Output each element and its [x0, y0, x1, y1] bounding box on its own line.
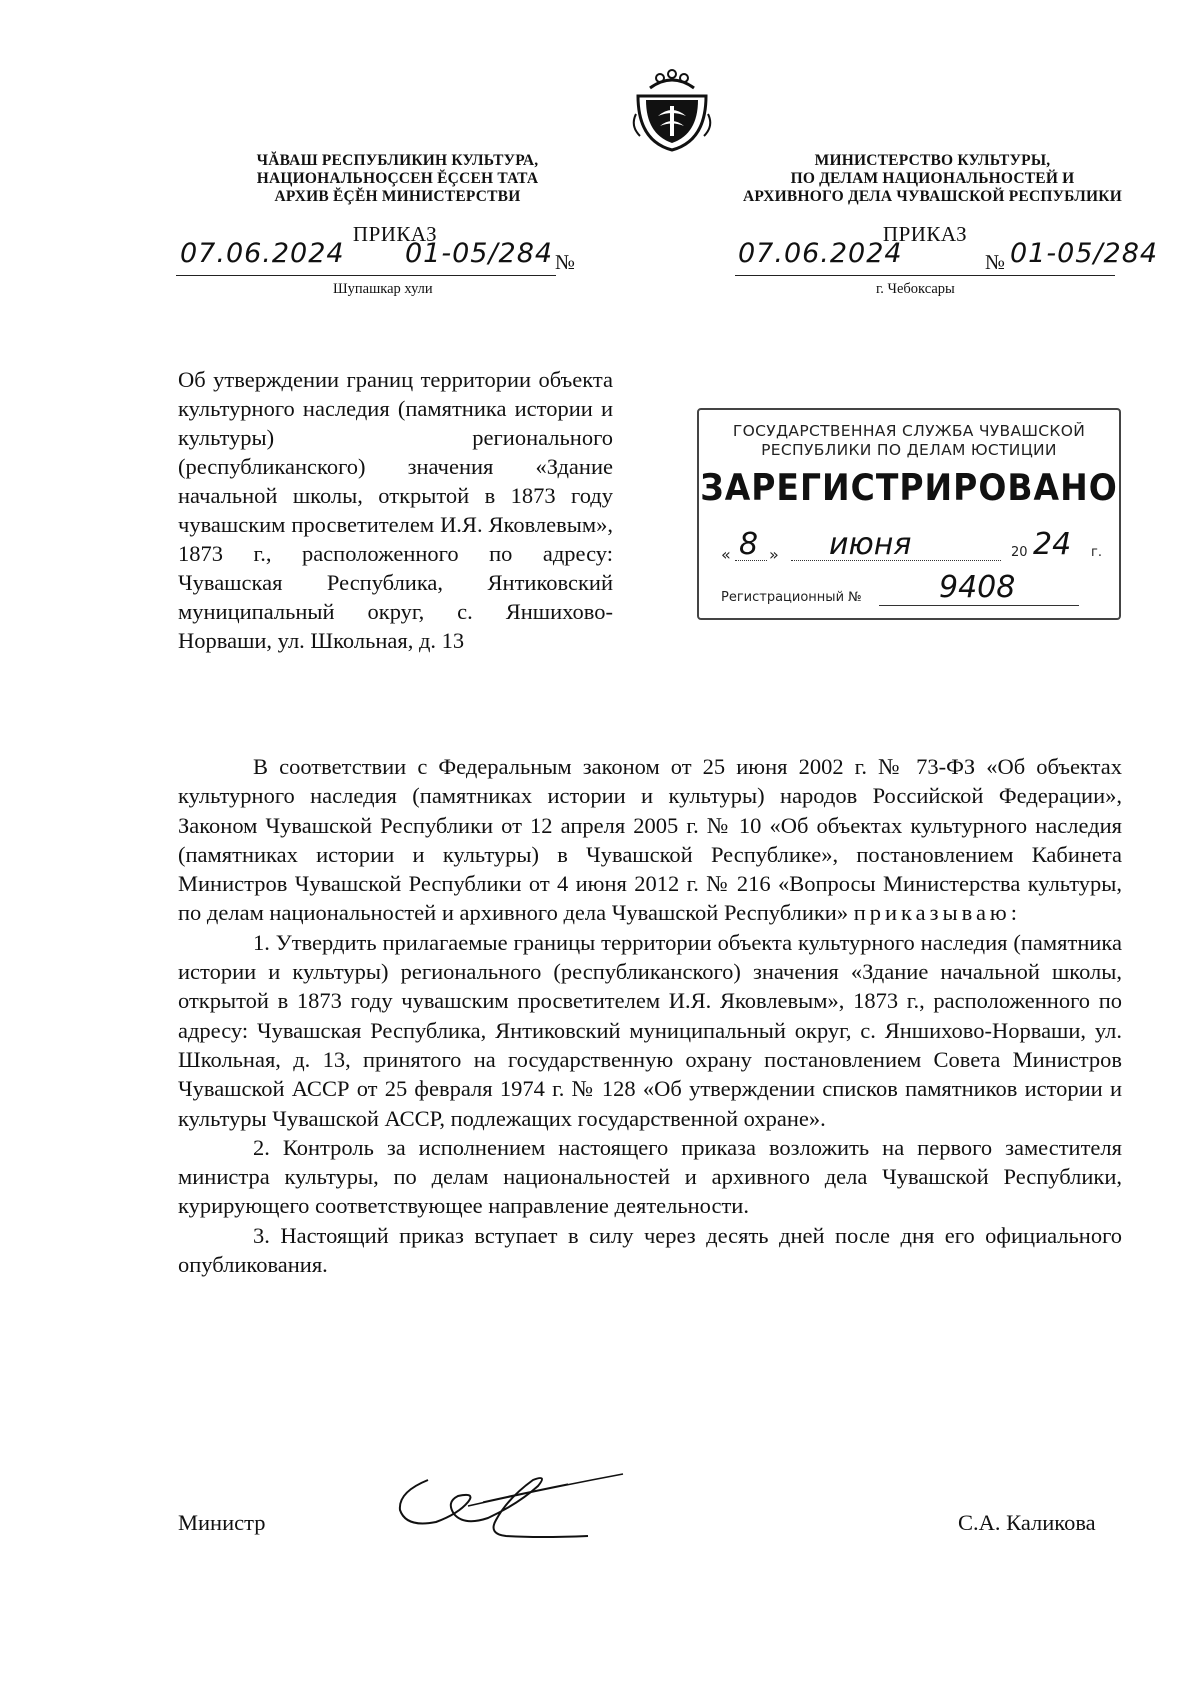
stamp-year-prefix: 20 — [1011, 545, 1028, 560]
stamp-quote-close: » — [769, 545, 779, 564]
stamp-authority — [699, 422, 1119, 460]
header-ministry-russian — [720, 152, 1145, 206]
order-place-right: г. Чебоксары — [876, 281, 955, 297]
body-p1-text: В соответствии с Федеральным законом от 25 июня 2002 г. № 73-ФЗ «Об объектах культурного наследия (памятниках истории и культуры) народов Российской Федерации», Законом Чувашской Республики от 12 апреля 2005 г. № 10 «Об объектах культурного наследия (памятниках истории и культуры) в Чувашской Республике», постановлением Кабинета Министров Чувашской Республики от 4 июня 2012 г. № 216 «Вопросы Министерства культуры, по делам национальностей и архивного дела Чувашской Республики» — [178, 754, 1122, 926]
body-p1-ordering: приказываю: — [853, 900, 1021, 926]
order-underline-left — [176, 275, 556, 276]
stamp-month-line — [791, 560, 1001, 561]
order-underline-right — [735, 275, 1115, 276]
header-right-line: МИНИСТЕРСТВО КУЛЬТУРЫ, — [814, 152, 1051, 169]
stamp-day: 8 — [739, 527, 759, 562]
order-title-right: ПРИКАЗ — [882, 222, 968, 246]
order-date-left: 07.06.2024 — [180, 238, 345, 269]
order-number-sign-right: № — [985, 250, 1006, 274]
stamp-month: июня — [829, 527, 912, 562]
stamp-line1: ГОСУДАРСТВЕННАЯ СЛУЖБА ЧУВАШСКОЙ — [732, 422, 1086, 440]
registration-stamp — [697, 408, 1121, 620]
stamp-day-line — [735, 560, 767, 561]
stamp-status: ЗАРЕГИСТРИРОВАНО — [700, 466, 1118, 509]
header-ministry-chuvash — [225, 152, 570, 206]
document-title: Об утверждении границ территории объекта культурного наследия (памятника истории и культуры) регионального (республиканского) значения «Здание начальной школы, открытой в 1873 году чувашским просветителем И.Я. Яковлевым», 1873 г., расположенного по адресу: Чувашская Республика, Янтиковский муниципальный округ, с. Яншихово-Норваши, ул. Школьная, д. 13 — [178, 367, 613, 653]
header-left-line: ЧĂВАШ РЕСПУБЛИКИН КУЛЬТУРА, — [256, 152, 539, 169]
header-left-line: НАЦИОНАЛЬНОÇСЕН ĔÇСЕН ТАТА — [256, 170, 539, 187]
header-left-line: АРХИВ ĔÇĔН МИНИСТЕРСТВИ — [274, 188, 521, 205]
stamp-year-unit: г. — [1091, 545, 1102, 560]
stamp-line2: РЕСПУБЛИКИ ПО ДЕЛАМ ЮСТИЦИИ — [761, 441, 1057, 459]
signature-position: Министр — [178, 1510, 266, 1535]
body-paragraph-3: 2. Контроль за исполнением настоящего приказа возложить на первого заместителя министра культуры, по делам национальностей и архивного дела Чувашской Республики, курирующего соответствующее направление деятельности. — [178, 1134, 1122, 1219]
order-date-right: 07.06.2024 — [738, 238, 903, 269]
republic-emblem-icon — [630, 66, 714, 154]
header-right-line: АРХИВНОГО ДЕЛА ЧУВАШСКОЙ РЕСПУБЛИКИ — [743, 188, 1122, 205]
stamp-year-suffix: 24 — [1033, 527, 1072, 562]
signature-name: С.А. Каликова — [958, 1510, 1096, 1535]
header-right-line: ПО ДЕЛАМ НАЦИОНАЛЬНОСТЕЙ И — [790, 170, 1075, 187]
stamp-reg-line — [879, 605, 1079, 606]
stamp-reg-number: 9408 — [939, 570, 1016, 605]
body-paragraph-2: 1. Утвердить прилагаемые границы территории объекта культурного наследия (памятника истории и культуры) регионального (республиканского) значения «Здание начальной школы, открытой в 1873 году чувашским просветителем И.Я. Яковлевым», 1873 г., расположенного по адресу: Чувашская Республика, Янтиковский муниципальный округ, с. Яншихово-Норваши, ул. Школьная, д. 13, принятого на государственную охрану постановлением Совета Министров Чувашской АССР от 25 февраля 1974 г. № 128 «Об утверждении списков памятников истории и культуры Чувашской АССР, подлежащих государственной охране». — [178, 929, 1122, 1131]
stamp-quote-open: « — [721, 545, 731, 564]
handwritten-signature-icon — [388, 1462, 628, 1557]
document-body — [178, 752, 1122, 1279]
order-number-left: 01-05/284 — [405, 238, 554, 269]
order-number-right: 01-05/284 — [1010, 238, 1159, 269]
order-place-left: Шупашкар хули — [333, 281, 433, 297]
order-title-left: ПРИКАЗ — [352, 222, 438, 246]
stamp-reg-label: Регистрационный № — [721, 590, 862, 605]
order-number-sign-left: № — [555, 250, 576, 274]
body-paragraph-1 — [178, 752, 1122, 928]
body-paragraph-4: 3. Настоящий приказ вступает в силу через десять дней после дня его официального опубликования. — [178, 1222, 1122, 1278]
